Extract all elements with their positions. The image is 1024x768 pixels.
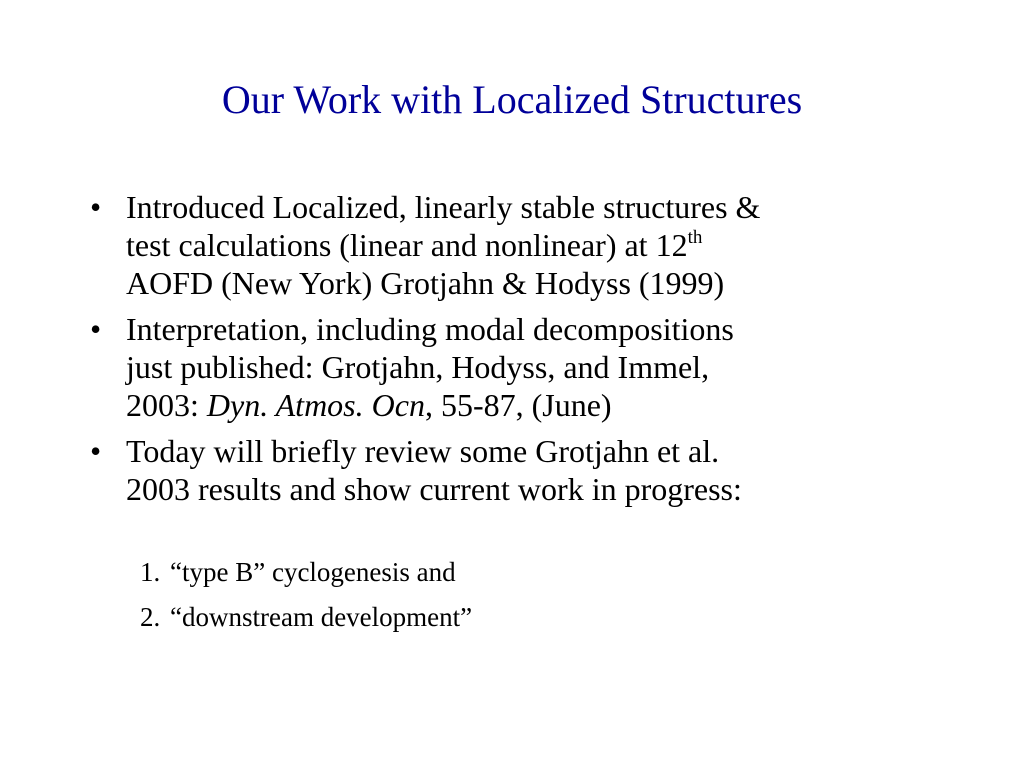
sublist-number: 1. <box>140 557 161 587</box>
numbered-sublist <box>140 556 472 646</box>
bullet-3-line-1: Today will briefly review some Grotjahn et al. <box>126 433 720 469</box>
journal-name: Dyn. Atmos. Ocn <box>206 387 425 423</box>
bullet-item-3 <box>90 432 950 508</box>
bullet-3-line-2: 2003 results and show current work in progress: <box>126 471 742 507</box>
superscript-th: th <box>687 227 703 248</box>
bullet-1-line-2: test calculations (linear and nonlinear) at 12 <box>126 227 688 263</box>
bullet-2-line-3-suffix: , 55-87, (June) <box>424 387 612 423</box>
bullet-2-line-3-prefix: 2003: <box>126 387 207 423</box>
sublist-number: 2. <box>140 602 161 632</box>
sublist-text: “type B” cyclogenesis and <box>170 557 456 587</box>
bullet-item-1 <box>90 188 950 302</box>
sublist-text: “downstream development” <box>170 602 473 632</box>
bullet-dot: • <box>90 311 102 347</box>
bullet-item-2 <box>90 310 950 424</box>
slide-title: Our Work with Localized Structures <box>221 77 803 122</box>
bullet-1-line-1: Introduced Localized, linearly stable structures & <box>126 189 761 225</box>
bullet-2-line-2: just published: Grotjahn, Hodyss, and Immel, <box>126 349 710 385</box>
bullet-list <box>90 188 950 516</box>
sublist-item-1 <box>140 556 472 589</box>
bullet-dot: • <box>90 433 102 469</box>
sublist-item-2 <box>140 601 472 634</box>
bullet-dot: • <box>90 189 102 225</box>
bullet-1-line-3: AOFD (New York) Grotjahn & Hodyss (1999) <box>126 265 725 301</box>
bullet-2-line-1: Interpretation, including modal decompositions <box>126 311 734 347</box>
